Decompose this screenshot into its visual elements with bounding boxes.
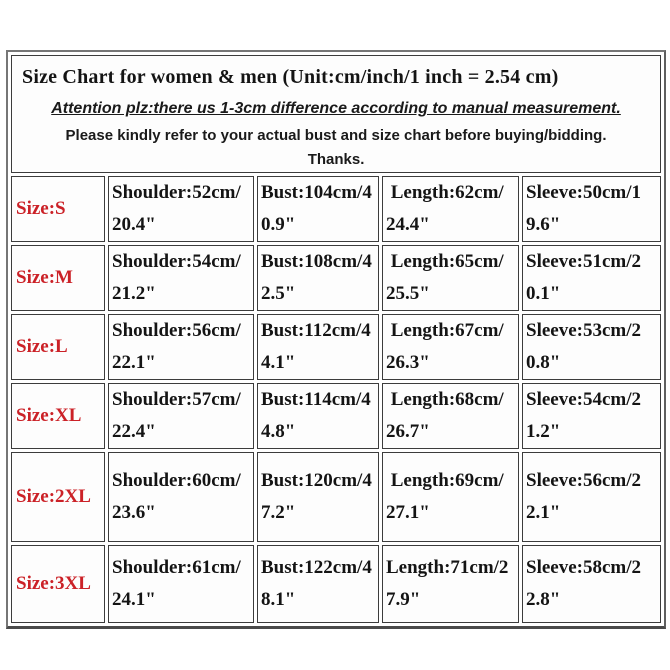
sleeve-value: Sleeve:56cm/22.1" <box>522 452 661 542</box>
bust-value: Bust:120cm/47.2" <box>257 452 379 542</box>
shoulder-value: Shoulder:57cm/22.4" <box>108 383 254 449</box>
attention-note: Attention plz:there us 1-3cm difference according to manual measurement. <box>51 100 621 117</box>
size-label: Size:M <box>11 245 105 311</box>
shoulder-value: Shoulder:60cm/23.6" <box>108 452 254 542</box>
sleeve-value: Sleeve:50cm/19.6" <box>522 176 661 242</box>
bust-value: Bust:114cm/44.8" <box>257 383 379 449</box>
sleeve-value: Sleeve:53cm/20.8" <box>522 314 661 380</box>
header-row <box>11 55 661 173</box>
table-row-size-s <box>11 176 661 242</box>
size-label: Size:2XL <box>11 452 105 542</box>
length-value: Length:62cm/24.4" <box>382 176 519 242</box>
size-chart-table <box>6 50 666 629</box>
length-value: Length:67cm/26.3" <box>382 314 519 380</box>
length-value: Length:65cm/25.5" <box>382 245 519 311</box>
shoulder-value: Shoulder:56cm/22.1" <box>108 314 254 380</box>
table-row-size-xl <box>11 383 661 449</box>
purchase-note: Please kindly refer to your actual bust and size chart before buying/bidding. <box>65 127 607 144</box>
size-label: Size:L <box>11 314 105 380</box>
table-row-size-2xl <box>11 452 661 542</box>
length-value: Length:69cm/27.1" <box>382 452 519 542</box>
size-label: Size:S <box>11 176 105 242</box>
header-cell <box>11 55 661 173</box>
size-label: Size:XL <box>11 383 105 449</box>
shoulder-value: Shoulder:54cm/21.2" <box>108 245 254 311</box>
sleeve-value: Sleeve:51cm/20.1" <box>522 245 661 311</box>
table-row-size-l <box>11 314 661 380</box>
table-row-size-m <box>11 245 661 311</box>
table-row-size-3xl <box>11 545 661 623</box>
thanks-note: Thanks. <box>307 151 365 168</box>
length-value: Length:68cm/26.7" <box>382 383 519 449</box>
bust-value: Bust:122cm/48.1" <box>257 545 379 623</box>
sleeve-value: Sleeve:58cm/22.8" <box>522 545 661 623</box>
bust-value: Bust:112cm/44.1" <box>257 314 379 380</box>
bust-value: Bust:104cm/40.9" <box>257 176 379 242</box>
length-value: Length:71cm/27.9" <box>382 545 519 623</box>
bust-value: Bust:108cm/42.5" <box>257 245 379 311</box>
sleeve-value: Sleeve:54cm/21.2" <box>522 383 661 449</box>
shoulder-value: Shoulder:52cm/20.4" <box>108 176 254 242</box>
shoulder-value: Shoulder:61cm/24.1" <box>108 545 254 623</box>
size-label: Size:3XL <box>11 545 105 623</box>
chart-title: Size Chart for women & men (Unit:cm/inch/1 inch = 2.54 cm) <box>22 66 559 88</box>
